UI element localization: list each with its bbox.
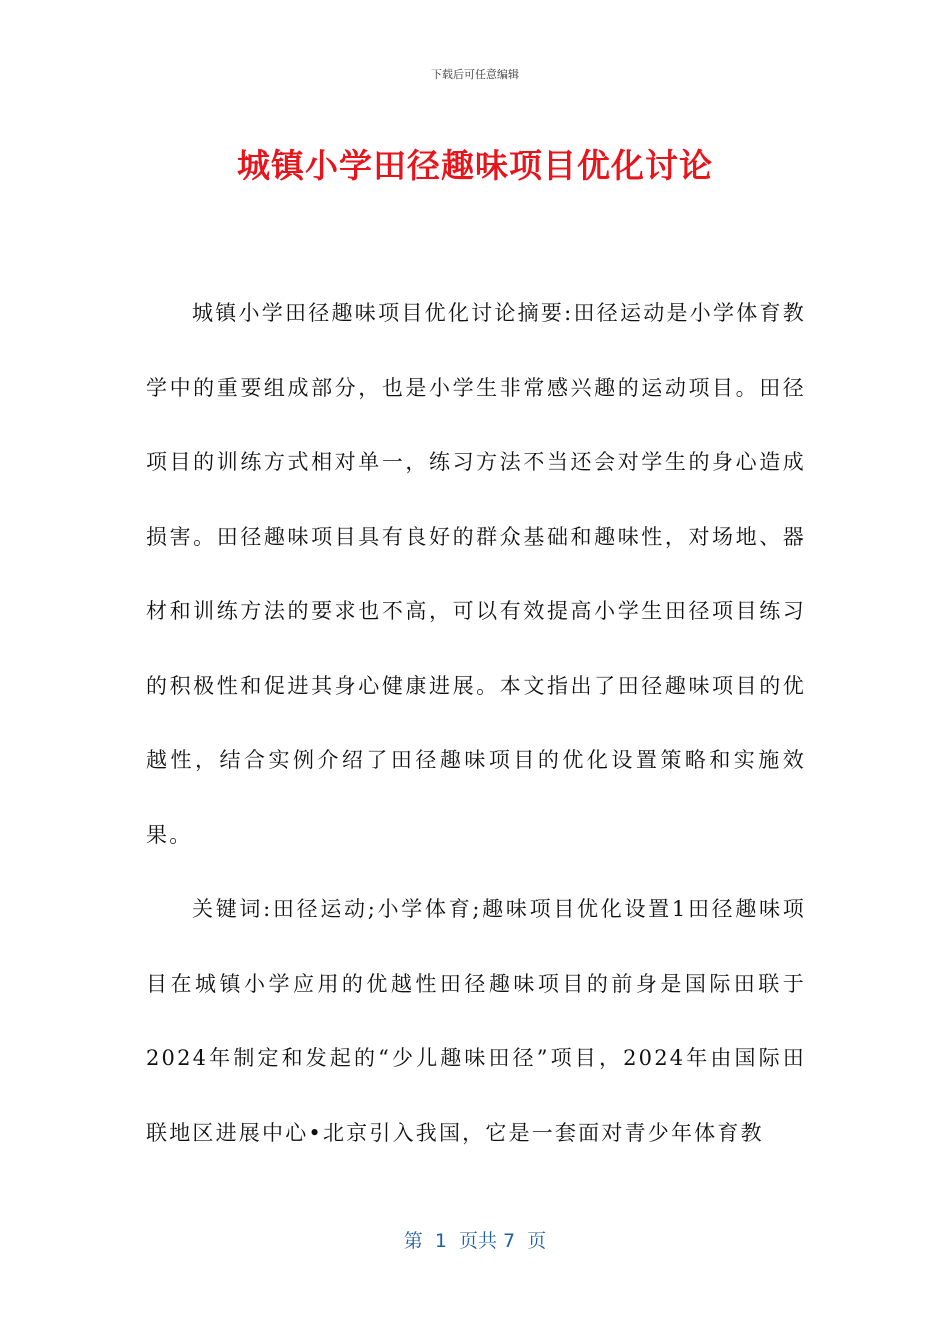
keywords-paragraph: 关键词:田径运动;小学体育;趣味项目优化设置1田径趣味项目在城镇小学应用的优越性田径趣味项目的前身是国际田联于2024年制定和发起的“少儿趣味田径”项目，2024年由国际田联地区进展中心•北京引入我国，它是一套面对青少年体育教 [146,897,806,1145]
header-note: 下载后可任意编辑 [431,68,519,81]
abstract-paragraph: 城镇小学田径趣味项目优化讨论摘要:田径运动是小学体育教学中的重要组成部分，也是小学生非常感兴趣的运动项目。田径项目的训练方式相对单一，练习方法不当还会对学生的身心造成损害。田径趣味项目具有良好的群众基础和趣味性，对场地、器材和训练方法的要求也不高，可以有效提高小学生田径项目练习的积极性和促进其身心健康进展。本文指出了田径趣味项目的优越性，结合实例介绍了田径趣味项目的优化设置策略和实施效果。 [146,301,806,847]
page-number-footer: 第 1 页共 7 页 [403,1230,547,1252]
document-body [146,276,806,1170]
document-title: 城镇小学田径趣味项目优化讨论 [237,146,713,185]
